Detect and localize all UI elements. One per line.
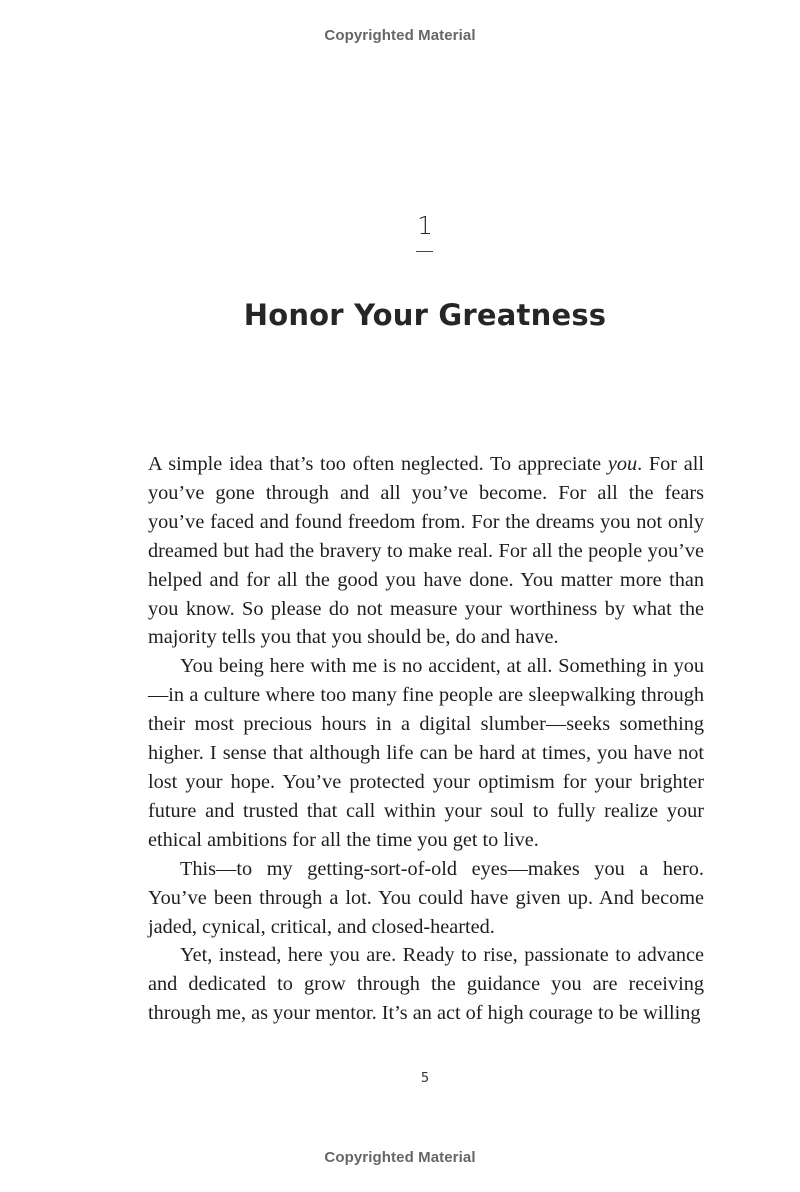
chapter-body	[148, 450, 704, 1028]
chapter-number: 1	[417, 211, 433, 240]
page-number: 5	[420, 1071, 430, 1086]
paragraph-1	[148, 450, 704, 652]
copyright-header: Copyrighted Material	[324, 27, 476, 44]
chapter-title: Honor Your Greatness	[243, 298, 607, 332]
paragraph-4: Yet, instead, here you are. Ready to rise, passionate to advance and dedicated to grow through the guidance you are receiving through me, as your mentor. It’s an act of high courage to be willing	[148, 944, 704, 1025]
paragraph-1-emphasis: you	[607, 453, 638, 475]
chapter-divider	[416, 251, 433, 252]
paragraph-1-text-start: A simple idea that’s too often neglected. To appreciate	[148, 453, 608, 475]
paragraph-1-text-end: . For all you’ve gone through and all you’ve become. For all the fears you’ve faced and found freedom from. For the dreams you not only dreamed but had the bravery to make real. For all the people you’ve helped and for all the good you have done. You matter more than you know. So please do not measure your worthiness by what the majority tells you that you should be, do and have.	[148, 453, 705, 649]
copyright-footer: Copyrighted Material	[324, 1149, 476, 1166]
paragraph-2: You being here with me is no accident, at all. Something in you—in a culture where too many fine people are sleepwalking through their most precious hours in a digital slumber—seeks something higher. I sense that although life can be hard at times, you have not lost your hope. You’ve protected your optimism for your brighter future and trusted that call within your soul to fully realize your ethical ambitions for all the time you get to live.	[148, 655, 704, 851]
paragraph-3: This—to my getting-sort-of-old eyes—makes you a hero. You’ve been through a lot. You could have given up. And become jaded, cynical, critical, and closed-hearted.	[148, 857, 704, 938]
